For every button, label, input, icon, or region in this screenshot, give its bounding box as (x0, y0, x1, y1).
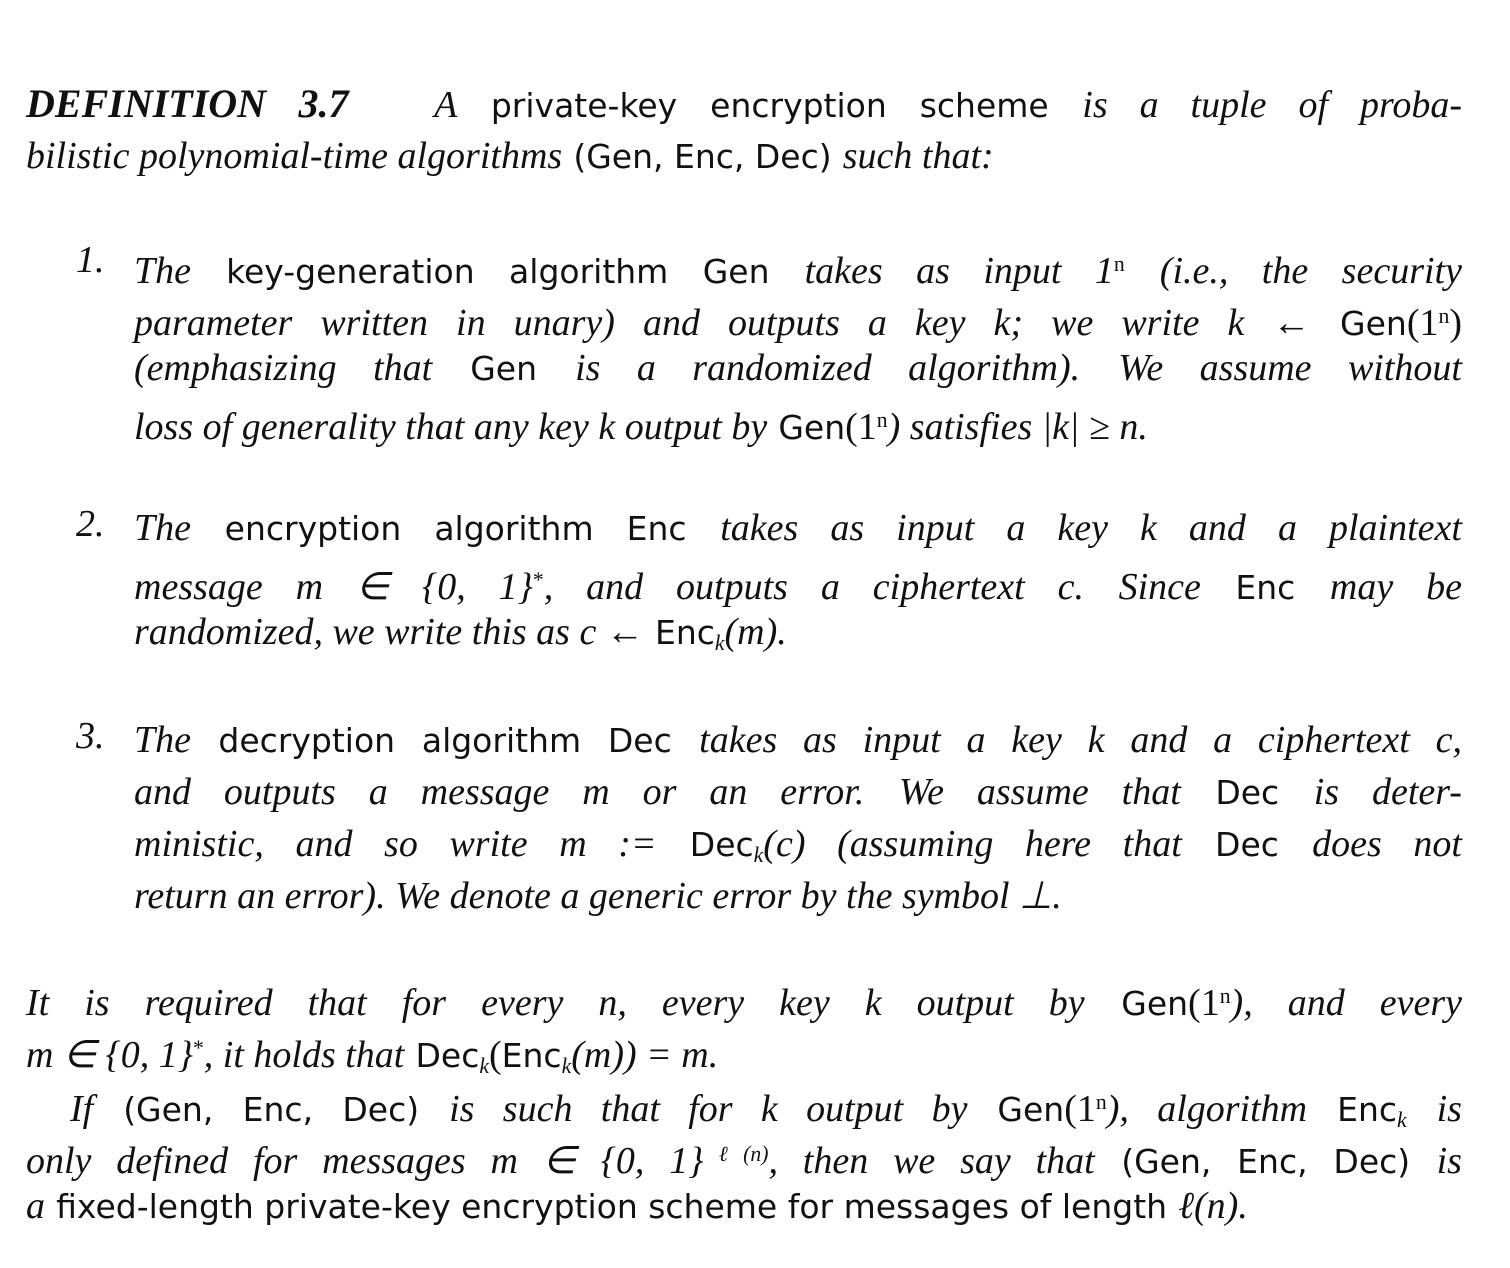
requirement-line-2: m ∈ {0, 1}*, it holds that Dec$_k$(Enc$_k$(m)) = m. (26, 1033, 719, 1078)
list-item: 2. The encryption algorithm Enc takes as input a key k and a plaintext message m ∈ {0, 1}*, and outputs a ciphertext c. Since Enc may be randomized, we write this as c ← Enc$_k$(m). (76, 503, 1462, 656)
defined-term: private-key encryption scheme (490, 86, 1049, 125)
defined-term: key-generation algorithm Gen (226, 251, 770, 291)
item-number: 3. (76, 715, 105, 757)
defined-term: encryption algorithm Enc (224, 509, 687, 548)
defined-term: decryption algorithm Dec (218, 721, 672, 760)
defined-term: fixed-length private-key encryption scheme for messages of length (56, 1187, 1168, 1226)
list-item: 1. The key-generation algorithm Gen takes as input 1$^n$ (i.e., the security parameter written in unary) and outputs a key k; we write k ← Gen(1$^n$) (emphasizing that Gen is a randomized algorithm). We assume without loss of generality that any key k output by Gen(1$^n$) satisfies |k| ≥ n. (76, 239, 1462, 448)
definition-line-2: bilistic polynomial-time algorithms (Gen, Enc, Dec) such that: (26, 135, 994, 177)
fixed-length-line-2: only defined for messages m ∈ {0, 1}$^{\ell(n)}$, then we say that (Gen, Enc, Dec) is (26, 1139, 1462, 1182)
definition-line-1: DEFINITION 3.7 A private-key encryption scheme is a tuple of proba- (26, 81, 1462, 126)
definition-label: DEFINITION 3.7 (26, 81, 349, 126)
item-number: 1. (76, 239, 105, 281)
item-number: 2. (76, 503, 105, 545)
fixed-length-line-1: If (Gen, Enc, Dec) is such that for k output by Gen(1$^n$), algorithm Enc$_k$ is (70, 1087, 1462, 1132)
list-item: 3. The decryption algorithm Dec takes as input a key k and a ciphertext c, and outputs a message m or an error. We assume that Dec is deter- ministic, and so write m := Dec$_k$(c) (assuming here that Dec does not return an error). We denote a generic error by the symbol ⊥. (76, 715, 1462, 917)
requirement-line-1: It is required that for every n, every key k output by Gen(1$^n$), and every (26, 981, 1462, 1024)
fixed-length-line-3: a fixed-length private-key encryption scheme for messages of length ℓ(n). (26, 1185, 1248, 1227)
